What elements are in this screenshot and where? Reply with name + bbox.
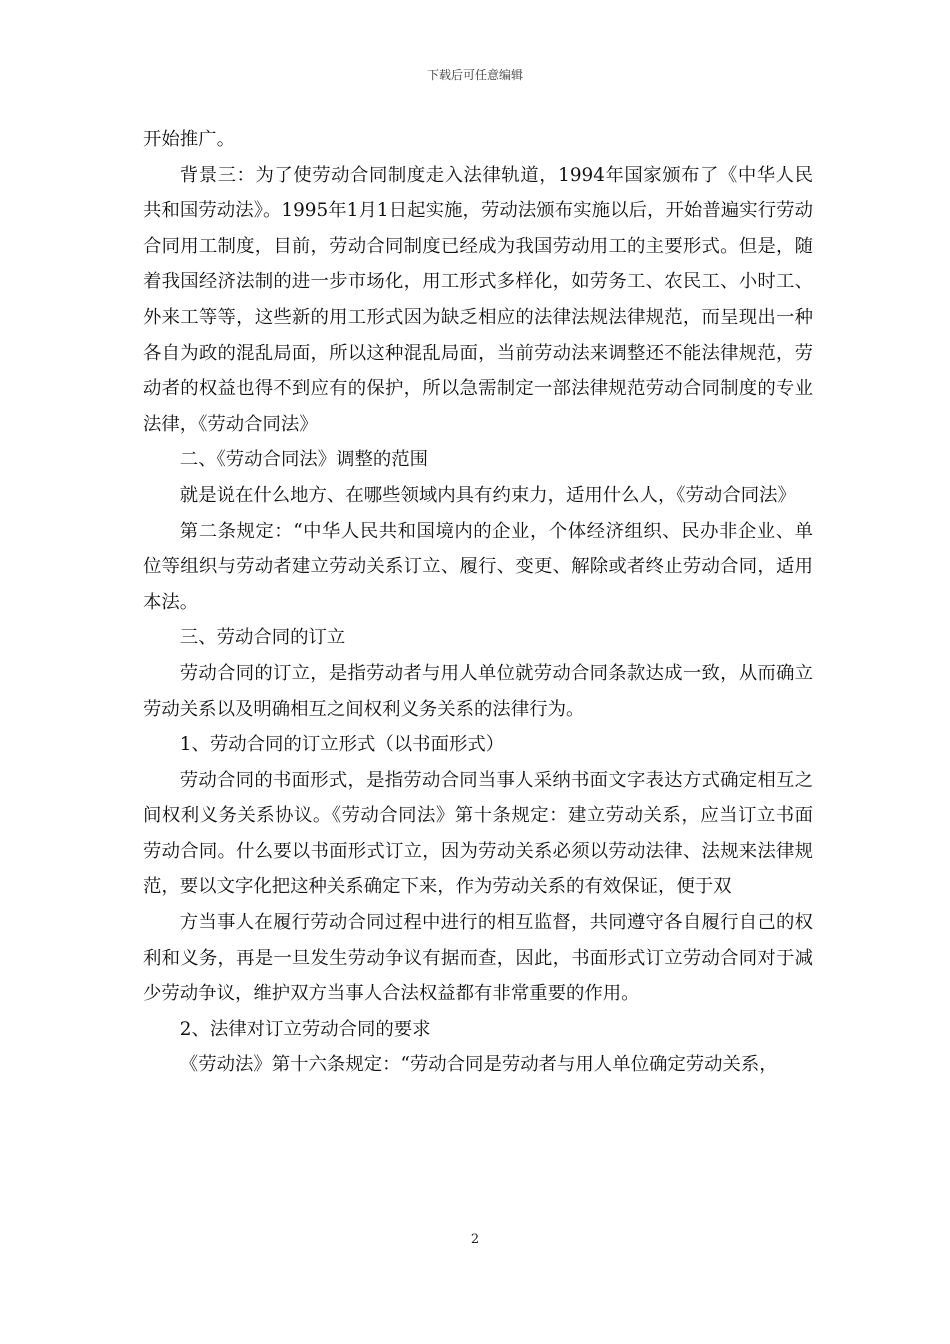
document-body — [143, 122, 813, 1083]
subsection-heading: 1、劳动合同的订立形式（以书面形式） — [179, 734, 505, 756]
paragraph: 背景三：为了使劳动合同制度走入法律轨道，1994年国家颁布了《中华人民共和国劳动法》。1995年1月1日起实施，劳动法颁布实施以后，开始普遍实行劳动合同用工制度，目前，劳动合同制度已经成为我国劳动用工的主要形式。但是，随着我国经济法制的进一步市场化，用工形式多样化，如劳务工、农民工、小时工、外来工等等，这些新的用工形式因为缺乏相应的法律法规法律规范，而呈现出一种各自为政的混乱局面，所以这种混乱局面，当前劳动法来调整还不能法律规范，劳动者的权益也得不到应有的保护，所以急需制定一部法律规范劳动合同制度的专业法律，《劳动合同法》 — [143, 164, 813, 435]
page-header: 下载后可任意编辑 — [426, 68, 523, 82]
paragraph: 劳动合同的订立，是指劳动者与用人单位就劳动合同条款达成一致，从而确立劳动关系以及明确相互之间权利义务关系的法律行为。 — [143, 662, 813, 720]
section-heading: 三、劳动合同的订立 — [179, 627, 346, 649]
page-number: 2 — [470, 1232, 480, 1247]
paragraph: 第二条规定：“中华人民共和国境内的企业，个体经济组织、民办非企业、单位等组织与劳动者建立劳动关系订立、履行、变更、解除或者终止劳动合同，适用本法。 — [143, 520, 813, 613]
section-heading: 二、《劳动合同法》调整的范围 — [179, 449, 429, 471]
paragraph: 劳动合同的书面形式，是指劳动合同当事人采纳书面文字表达方式确定相互之间权利义务关系协议。《劳动合同法》第十条规定：建立劳动关系，应当订立书面劳动合同。什么要以书面形式订立，因为劳动关系必须以劳动法律、法规来法律规范，要以文字化把这种关系确定下来，作为劳动关系的有效保证，便于双 — [143, 769, 813, 898]
paragraph: 《劳动法》第十六条规定：“劳动合同是劳动者与用人单位确定劳动关系， — [179, 1054, 778, 1076]
paragraph: 就是说在什么地方、在哪些领域内具有约束力，适用什么人，《劳动合同法》 — [179, 484, 796, 506]
paragraph: 方当事人在履行劳动合同过程中进行的相互监督，共同遵守各自履行自己的权利和义务，再是一旦发生劳动争议有据而查，因此，书面形式订立劳动合同对于减少劳动争议，维护双方当事人合法权益都有非常重要的作用。 — [143, 912, 813, 1005]
subsection-heading: 2、法律对订立劳动合同的要求 — [179, 1018, 431, 1040]
paragraph: 开始推广。 — [143, 129, 235, 150]
